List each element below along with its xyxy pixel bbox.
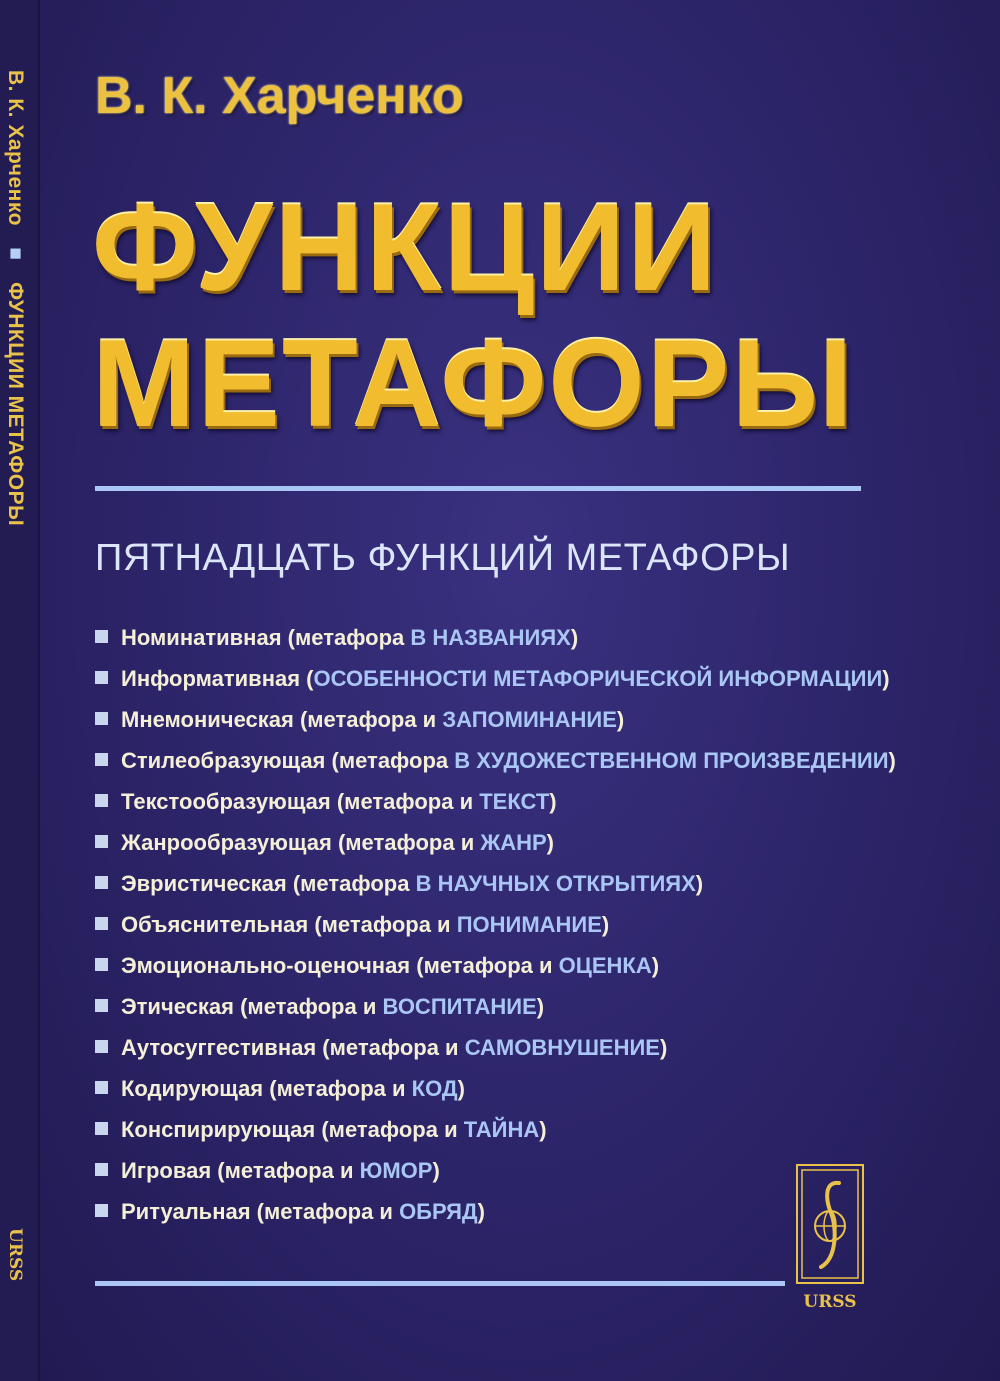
functions-list bbox=[95, 617, 896, 1232]
function-topic: ТАЙНА bbox=[463, 1117, 540, 1142]
square-bullet-icon bbox=[95, 1204, 108, 1217]
spine-book-title: ФУНКЦИИ МЕТАФОРЫ bbox=[4, 282, 27, 527]
function-name: Номинативная (метафора bbox=[121, 625, 411, 650]
function-close: ) bbox=[546, 830, 554, 855]
function-close: ) bbox=[888, 748, 896, 773]
bottom-divider bbox=[95, 1281, 785, 1286]
function-list-item bbox=[95, 904, 896, 945]
function-close: ) bbox=[432, 1158, 440, 1183]
function-topic: САМОВНУШЕНИЕ bbox=[464, 1035, 660, 1060]
function-close: ) bbox=[882, 666, 890, 691]
function-name: Ритуальная (метафора и bbox=[121, 1199, 400, 1224]
function-name: Кодирующая (метафора и bbox=[121, 1076, 412, 1101]
function-list-item bbox=[95, 617, 896, 658]
function-topic: ТЕКСТ bbox=[479, 789, 550, 814]
cover-subtitle: ПЯТНАДЦАТЬ ФУНКЦИЙ МЕТАФОРЫ bbox=[95, 537, 791, 579]
function-list-item bbox=[95, 781, 896, 822]
square-bullet-icon bbox=[95, 712, 108, 725]
function-topic: ЖАНР bbox=[480, 830, 547, 855]
function-close: ) bbox=[695, 871, 704, 896]
function-list-item bbox=[95, 1150, 896, 1191]
function-close: ) bbox=[549, 789, 557, 814]
square-bullet-icon bbox=[95, 1081, 108, 1094]
square-bullet-icon bbox=[95, 1163, 108, 1176]
function-topic: ЮМОР bbox=[359, 1158, 433, 1183]
square-bullet-icon bbox=[95, 671, 108, 684]
function-name: Игровая (метафора и bbox=[121, 1158, 360, 1183]
function-list-item bbox=[95, 658, 896, 699]
function-name: Жанрообразующая (метафора и bbox=[121, 830, 481, 855]
spine-publisher: URSS bbox=[5, 1228, 25, 1282]
function-topic: ЗАПОМИНАНИЕ bbox=[442, 707, 617, 732]
function-topic: В ХУДОЖЕСТВЕННОМ ПРОИЗВЕДЕНИИ bbox=[454, 748, 889, 773]
function-name: Аутосуггестивная (метафора и bbox=[121, 1035, 465, 1060]
function-topic: ВОСПИТАНИЕ bbox=[382, 994, 537, 1019]
square-bullet-icon bbox=[95, 876, 108, 889]
function-topic: В НАЗВАНИЯХ bbox=[410, 625, 571, 650]
function-list-item bbox=[95, 1068, 896, 1109]
function-list-item bbox=[95, 1191, 896, 1232]
function-list-item bbox=[95, 986, 896, 1027]
function-name: Этическая (метафора и bbox=[121, 994, 383, 1019]
top-divider bbox=[95, 486, 861, 491]
function-close: ) bbox=[616, 707, 625, 732]
square-bullet-icon bbox=[95, 917, 108, 930]
cover-title-line-1: ФУНКЦИИ bbox=[92, 179, 719, 317]
book-spine bbox=[0, 0, 40, 1381]
function-list-item bbox=[95, 1027, 896, 1068]
function-close: ) bbox=[659, 1035, 668, 1060]
square-bullet-icon bbox=[95, 753, 108, 766]
function-close: ) bbox=[539, 1117, 547, 1142]
square-bullet-icon bbox=[95, 835, 108, 848]
function-close: ) bbox=[651, 953, 660, 978]
square-bullet-icon bbox=[95, 1040, 108, 1053]
function-name: Информативная ( bbox=[121, 666, 314, 691]
square-bullet-icon bbox=[95, 1122, 108, 1135]
function-close: ) bbox=[601, 912, 610, 937]
cover-title-line-2: МЕТАФОРЫ bbox=[92, 315, 855, 453]
function-list-item bbox=[95, 945, 896, 986]
function-topic: ОСОБЕННОСТИ МЕТАФОРИЧЕСКОЙ ИНФОРМАЦИИ bbox=[313, 666, 883, 691]
function-list-item bbox=[95, 822, 896, 863]
function-close: ) bbox=[477, 1199, 485, 1224]
function-name: Объяснительная (метафора и bbox=[121, 912, 457, 937]
spine-title bbox=[3, 70, 27, 526]
cover-author: В. К. Харченко bbox=[95, 67, 464, 125]
function-list-item bbox=[95, 863, 896, 904]
function-topic: ПОНИМАНИЕ bbox=[456, 912, 602, 937]
function-close: ) bbox=[457, 1076, 465, 1101]
logo-label: URSS bbox=[803, 1292, 857, 1312]
function-topic: КОД bbox=[411, 1076, 458, 1101]
function-list-item bbox=[95, 1109, 896, 1150]
spine-author: В. К. Харченко bbox=[4, 70, 27, 226]
function-name: Мнемоническая (метафора и bbox=[121, 707, 443, 732]
function-name: Эмоционально-оценочная (метафора и bbox=[121, 953, 559, 978]
function-topic: В НАУЧНЫХ ОТКРЫТИЯХ bbox=[415, 871, 696, 896]
function-list-item bbox=[95, 699, 896, 740]
square-bullet-icon bbox=[95, 999, 108, 1012]
function-name: Конспирирующая (метафора и bbox=[121, 1117, 464, 1142]
square-bullet-icon bbox=[95, 630, 108, 643]
square-bullet-icon bbox=[95, 958, 108, 971]
function-name: Текстообразующая (метафора и bbox=[121, 789, 480, 814]
urss-logo-icon bbox=[795, 1163, 865, 1313]
function-topic: ОЦЕНКА bbox=[558, 953, 652, 978]
spine-separator: ■ bbox=[4, 242, 27, 266]
function-name: Стилеобразующая (метафора bbox=[121, 748, 455, 773]
function-close: ) bbox=[536, 994, 545, 1019]
function-name: Эвристическая (метафора bbox=[121, 871, 416, 896]
function-list-item bbox=[95, 740, 896, 781]
square-bullet-icon bbox=[95, 794, 108, 807]
function-topic: ОБРЯД bbox=[399, 1199, 478, 1224]
function-close: ) bbox=[570, 625, 579, 650]
